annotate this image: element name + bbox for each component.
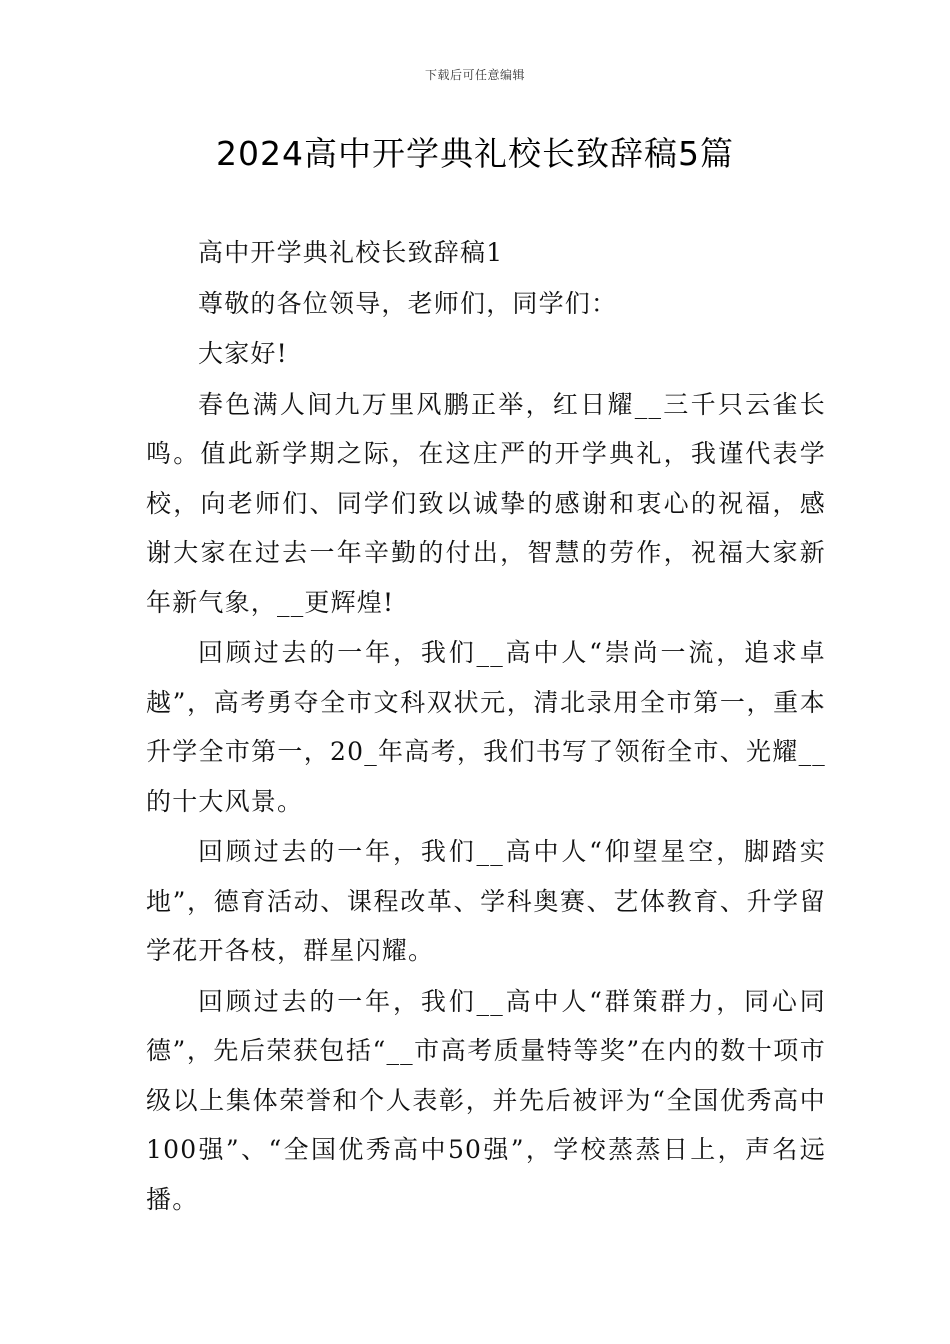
paragraph-review-2: 回顾过去的一年，我们__高中人“仰望星空，脚踏实地”，德育活动、课程改革、学科奥赛、艺体教育、升学留学花开各枝，群星闪耀。 bbox=[146, 837, 826, 965]
greeting: 大家好! bbox=[198, 339, 288, 368]
paragraph-opening: 春色满人间九万里风鹏正举，红日耀__三千只云雀长鸣。值此新学期之际，在这庄严的开学典礼，我谨代表学校，向老师们、同学们致以诚挚的感谢和衷心的祝福，感谢大家在过去一年辛勤的付出，智慧的劳作，祝福大家新年新气象，__更辉煌! bbox=[146, 389, 826, 617]
document-title: 2024高中开学典礼校长致辞稿5篇 bbox=[216, 134, 734, 173]
paragraph-review-3: 回顾过去的一年，我们__高中人“群策群力，同心同德”，先后荣获包括“__市高考质量特等奖”在内的数十项市级以上集体荣誉和个人表彰，并先后被评为“全国优秀高中100强”、“全国优秀高中50强”，学校蒸蒸日上，声名远播。 bbox=[146, 986, 826, 1214]
document-body bbox=[146, 228, 826, 1225]
salutation: 尊敬的各位领导，老师们，同学们： bbox=[198, 288, 618, 318]
paragraph-review-1: 回顾过去的一年，我们__高中人“崇尚一流，追求卓越”，高考勇夺全市文科双状元，清北录用全市第一，重本升学全市第一，20_年高考，我们书写了领衔全市、光耀__的十大风景。 bbox=[146, 638, 826, 816]
section-heading: 高中开学典礼校长致辞稿1 bbox=[198, 238, 504, 267]
download-note: 下载后可任意编辑 bbox=[424, 68, 525, 82]
